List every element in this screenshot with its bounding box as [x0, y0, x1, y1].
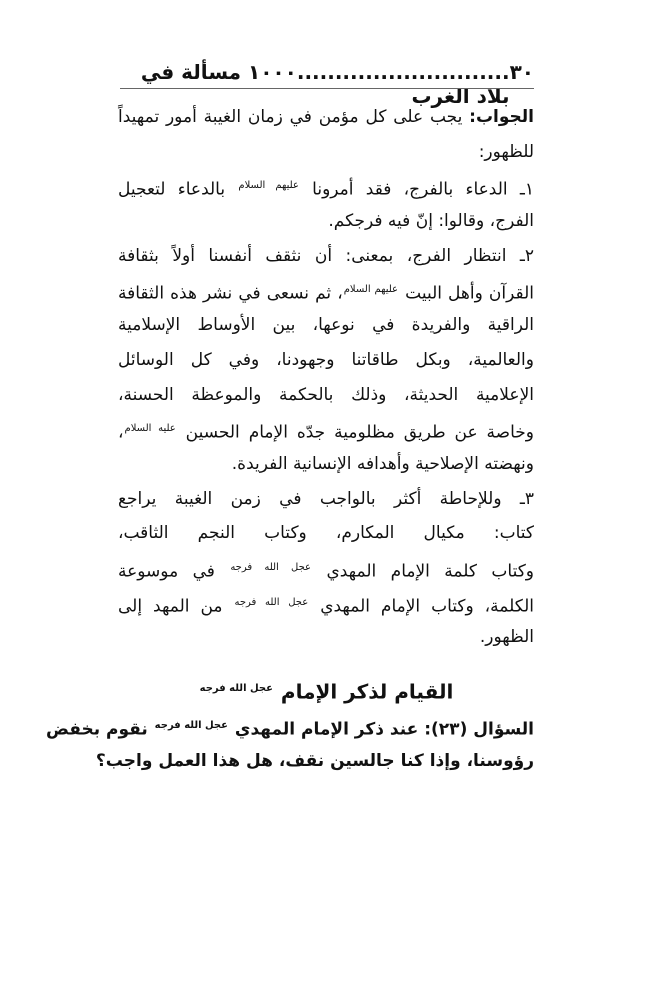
- item1-line-1: [118, 169, 534, 204]
- header-title: ............................١٠٠٠ مسألة في بلاد الغرب: [140, 60, 510, 108]
- item3-line-3: [118, 551, 534, 586]
- page-number: ٣٠: [509, 60, 534, 84]
- item1-line-2: الفرج، وقالوا: إنّ فيه فرجكم.: [328, 211, 534, 232]
- answer-label: الجواب:: [469, 107, 534, 127]
- honorific-glyph: عجل الله فرجه: [154, 720, 228, 731]
- honorific-glyph: عجل الله فرجه: [230, 561, 312, 573]
- item2-text-b: ، ثم نسعى في نشر هذه الثقافة: [118, 284, 343, 305]
- item3-text-a: وكتاب كلمة الإمام المهدي: [326, 561, 534, 582]
- item1-text-a: ١ـ الدعاء بالفرج، فقد أمرونا: [312, 180, 535, 201]
- item1-text-b: بالدعاء لتعجيل: [118, 180, 226, 201]
- honorific-glyph: عجل الله فرجه: [234, 596, 309, 608]
- item3-line-2: كتاب: مكيال المكارم، وكتاب النجم الثاقب،: [118, 523, 534, 544]
- honorific-glyph: عليه السلام: [124, 423, 176, 435]
- question-label: السؤال (٢٣):: [424, 719, 534, 740]
- honorific-glyph: عليهم السلام: [238, 180, 299, 192]
- item3-text-d: من المهد إلى: [118, 596, 223, 617]
- item2-line-5: الإعلامية الحديثة، وذلك بالحكمة والموعظة الحسنة،: [118, 384, 534, 405]
- item3-line-5: الظهور.: [479, 627, 534, 648]
- item2-line-4: والعالمية، وبكل طاقاتنا وجهودنا، وفي كل الوسائل: [118, 349, 534, 370]
- header-rule: [120, 88, 534, 89]
- section-title-text: القيام لذكر الإمام: [280, 679, 454, 704]
- question-line-1: [46, 709, 534, 744]
- answer-text: يجب على كل مؤمن في زمان الغيبة أمور تمهيداً: [118, 107, 470, 127]
- item2-text-d: ،: [118, 422, 124, 443]
- answer-line-1: [118, 100, 534, 135]
- item2-line-3: الراقية والفريدة في نوعها، بين الأوساط الإسلامية: [118, 315, 534, 336]
- section-title: [118, 669, 534, 709]
- item3-line-4: [118, 586, 534, 621]
- item3-text-b: في موسوعة: [118, 561, 215, 582]
- page-body: [46, 100, 535, 778]
- item2-line-2: [118, 273, 534, 308]
- question-line-2: رؤوسنا، وإذا كنا جالسين نقف، هل هذا العمل واجب؟: [95, 750, 534, 771]
- item2-text-c: وخاصة عن طريق مظلومية جدّه الإمام الحسين: [185, 422, 534, 443]
- item2-line-6: [118, 412, 534, 447]
- item3-text-c: الكلمة، وكتاب الإمام المهدي: [320, 596, 535, 617]
- item3-line-1: ٣ـ وللإحاطة أكثر بالواجب في زمن الغيبة يراجع: [118, 488, 534, 509]
- item2-line-1: ٢ـ انتظار الفرج، بمعنى: أن نثقف أنفسنا أولاً بثقافة: [118, 245, 534, 266]
- question-text-a: عند ذكر الإمام المهدي: [234, 719, 425, 740]
- answer-line-2: للظهور:: [478, 141, 534, 162]
- item2-text-a: القرآن وأهل البيت: [405, 284, 534, 305]
- question-text-b: نقوم بخفض: [46, 719, 148, 740]
- item2-line-7: ونهضته الإصلاحية وأهدافه الإنسانية الفريدة.: [231, 453, 534, 474]
- honorific-glyph: عجل الله فرجه: [199, 683, 273, 694]
- honorific-glyph: عليهم السلام: [343, 284, 399, 296]
